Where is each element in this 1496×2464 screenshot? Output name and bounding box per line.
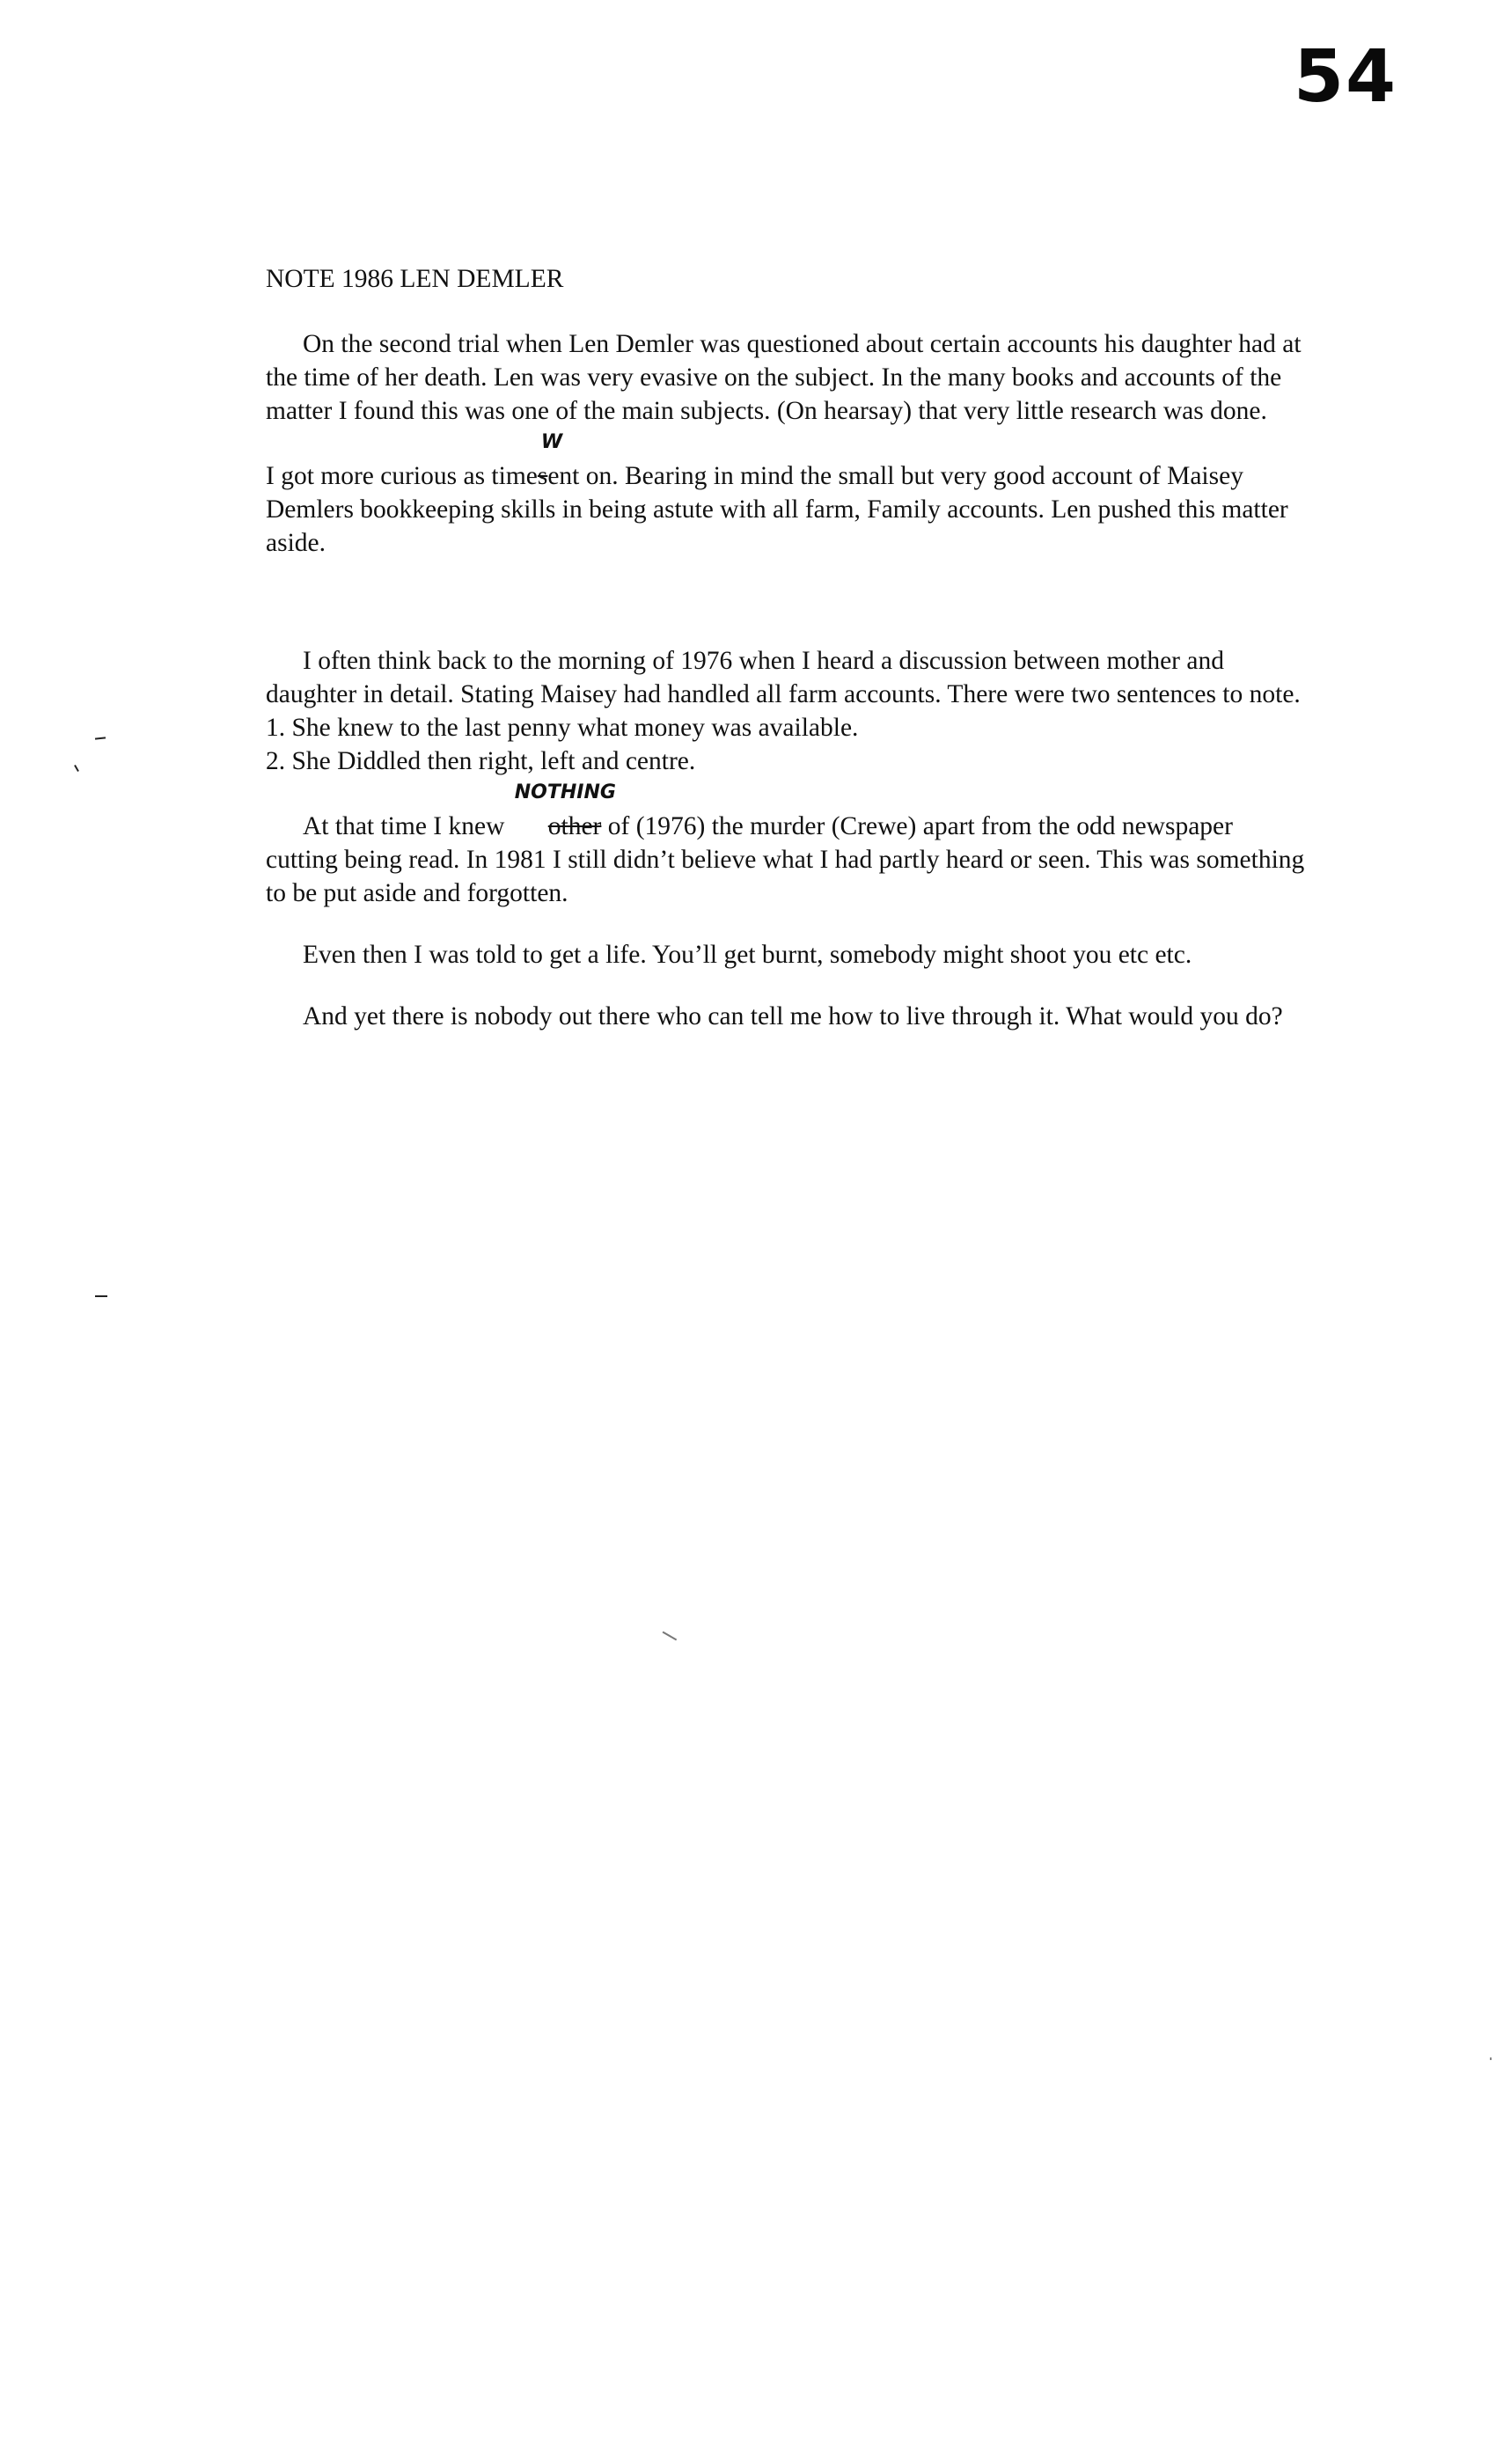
scan-mark (663, 1632, 677, 1640)
list-item-2: 2. She Diddled then right, left and centre. (266, 747, 696, 775)
document-body (266, 262, 1309, 1033)
handwritten-page-number: 54 (1294, 35, 1398, 119)
scan-mark (95, 1295, 107, 1297)
list-item-1: 1. She knew to the last penny what money was available. (266, 714, 859, 742)
struck-letter: s (537, 462, 548, 490)
struck-word: other (547, 812, 602, 840)
paragraph-at-that-time (266, 781, 1309, 910)
document-title: NOTE 1986 LEN DEMLER (266, 265, 564, 293)
scan-mark (74, 765, 79, 772)
paragraph-more-curious-end: ent on. Bearing in mind the small but very good account of Maisey Demlers bookkeeping skills in being astute with all farm, Family accounts. Len pushed this matter aside. (266, 462, 1288, 557)
scan-mark (95, 737, 106, 739)
paragraph-at-that-time-start: At that time I knew (303, 812, 511, 840)
handwritten-correction (537, 431, 563, 493)
handwritten-insert-letter: W (540, 431, 563, 453)
paragraph-more-curious (266, 431, 1309, 560)
paragraph-more-curious-start: I got more curious as time (266, 462, 538, 490)
handwritten-insert-word: NOTHING (514, 781, 616, 803)
paragraph-second-trial: On the second trial when Len Demler was questioned about certain accounts his daughter had at the time of her death. Len was very evasive on the subject. In the many books and accounts of the matter I found this was one of the main subjects. (On hearsay) that very little research was done. (266, 330, 1302, 425)
paragraph-get-a-life: Even then I was told to get a life. You’ll get burnt, somebody might shoot you etc etc. (303, 941, 1192, 969)
handwritten-correction-nothing (511, 781, 616, 843)
paragraph-at-that-time-end: of (1976) the murder (Crewe) apart from the odd newspaper cutting being read. In 1981 I still didn’t believe what I had partly heard or seen. This was something to be put aside and forgotten. (266, 812, 1305, 907)
scan-mark (1490, 2057, 1492, 2060)
paragraph-nobody-out-there: And yet there is nobody out there who can tell me how to live through it. What would you do? (303, 1002, 1283, 1030)
paragraph-morning-1976: I often think back to the morning of 1976 when I heard a discussion between mother and daughter in detail. Stating Maisey had handled all farm accounts. There were two sentences to note. (266, 647, 1301, 708)
